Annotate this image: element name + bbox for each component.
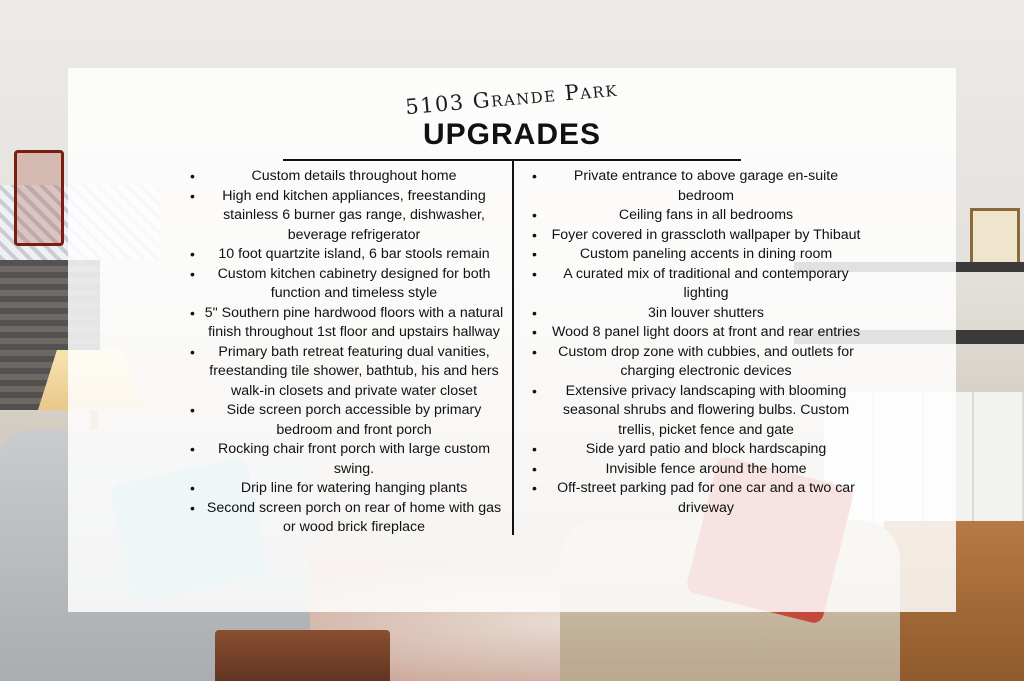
- list-item-text: 3in louver shutters: [648, 304, 764, 321]
- address-text: 5103 Grande Park: [404, 76, 620, 120]
- bullet-icon: •: [532, 324, 537, 340]
- upgrades-list-right: [530, 167, 868, 518]
- list-item-text: Side yard patio and block hardscaping: [585, 441, 827, 457]
- list-item: [188, 499, 506, 538]
- list-item-text: A curated mix of traditional and contemporary lighting: [563, 265, 849, 301]
- list-item-text: Custom details throughout home: [251, 168, 457, 184]
- list-item-text: Foyer covered in grasscloth wallpaper by Thibaut: [551, 226, 861, 243]
- list-item: [530, 479, 868, 518]
- list-item: [530, 382, 868, 441]
- list-item: [530, 167, 868, 206]
- bullet-icon: •: [190, 402, 195, 418]
- list-item: [530, 226, 868, 246]
- list-item-text: Custom paneling accents in dining room: [579, 246, 833, 262]
- list-item: [188, 167, 506, 187]
- bullet-icon: •: [190, 480, 195, 496]
- bullet-icon: •: [532, 265, 537, 282]
- list-item: [530, 343, 868, 382]
- bullet-icon: •: [190, 343, 195, 360]
- list-item-text: Drip line for watering hanging plants: [240, 480, 468, 496]
- list-item-text: 5" Southern pine hardwood floors with a natural finish throughout 1st floor and upstairs hallway: [204, 304, 504, 340]
- list-item-text: Ceiling fans in all bedrooms: [618, 207, 794, 223]
- upgrades-list-left: [188, 167, 506, 538]
- list-item-text: 10 foot quartzite island, 6 bar stools remain: [218, 246, 490, 262]
- bullet-icon: •: [532, 460, 537, 477]
- list-item-text: Custom kitchen cabinetry designed for both function and timeless style: [217, 265, 491, 301]
- list-item-text: Extensive privacy landscaping with blooming seasonal shrubs and flowering bulbs. Custom trellis, picket fence and gate: [562, 382, 850, 438]
- list-item-text: High end kitchen appliances, freestanding stainless 6 burner gas range, dishwasher, beverage refrigerator: [222, 187, 486, 243]
- list-item: [188, 343, 506, 402]
- bullet-icon: •: [532, 304, 537, 321]
- page-title: UPGRADES: [422, 118, 602, 151]
- framed-picture: [970, 208, 1020, 266]
- list-item: [188, 479, 506, 499]
- bullet-icon: •: [190, 168, 195, 184]
- bullet-icon: •: [190, 265, 195, 282]
- list-item-text: Invisible fence around the home: [605, 460, 807, 477]
- list-item: [188, 265, 506, 304]
- column-divider: [512, 161, 514, 535]
- list-item: [530, 323, 868, 343]
- bullet-icon: •: [532, 168, 537, 184]
- bullet-icon: •: [190, 187, 195, 204]
- list-item: [188, 440, 506, 479]
- bullet-icon: •: [532, 441, 537, 457]
- bullet-icon: •: [190, 499, 195, 516]
- list-item-text: Wood 8 panel light doors at front and rear entries: [551, 324, 861, 340]
- bullet-icon: •: [532, 207, 537, 223]
- list-item: [188, 187, 506, 246]
- bullet-icon: •: [190, 246, 195, 262]
- bullet-icon: •: [532, 382, 537, 399]
- list-item: [530, 460, 868, 480]
- list-item: [530, 265, 868, 304]
- list-item: [188, 245, 506, 265]
- list-item: [530, 304, 868, 324]
- list-item: [530, 206, 868, 226]
- list-item-text: Second screen porch on rear of home with gas or wood brick fireplace: [206, 499, 502, 535]
- bullet-icon: •: [532, 343, 537, 360]
- list-item: [188, 401, 506, 440]
- list-item-text: Custom drop zone with cubbies, and outlets for charging electronic devices: [558, 343, 854, 379]
- bullet-icon: •: [190, 441, 195, 457]
- pendant-lantern: [14, 150, 64, 246]
- bullet-icon: •: [532, 480, 537, 496]
- coffee-table: [215, 630, 390, 681]
- upgrades-panel: [68, 68, 956, 612]
- bullet-icon: •: [532, 246, 537, 262]
- list-item: [188, 304, 506, 343]
- bullet-icon: •: [190, 304, 195, 321]
- list-item-text: Primary bath retreat featuring dual vanities, freestanding tile shower, bathtub, his and hers walk-in closets and private water closet: [209, 343, 499, 399]
- list-item-text: Side screen porch accessible by primary bedroom and front porch: [226, 402, 482, 438]
- list-item-text: Rocking chair front porch with large custom swing.: [217, 441, 491, 477]
- list-item-text: Off-street parking pad for one car and a two car driveway: [557, 480, 855, 516]
- property-address: [68, 76, 956, 120]
- list-item-text: Private entrance to above garage en-suite bedroom: [573, 168, 839, 204]
- bullet-icon: •: [532, 226, 537, 243]
- list-item: [530, 245, 868, 265]
- list-item: [530, 440, 868, 460]
